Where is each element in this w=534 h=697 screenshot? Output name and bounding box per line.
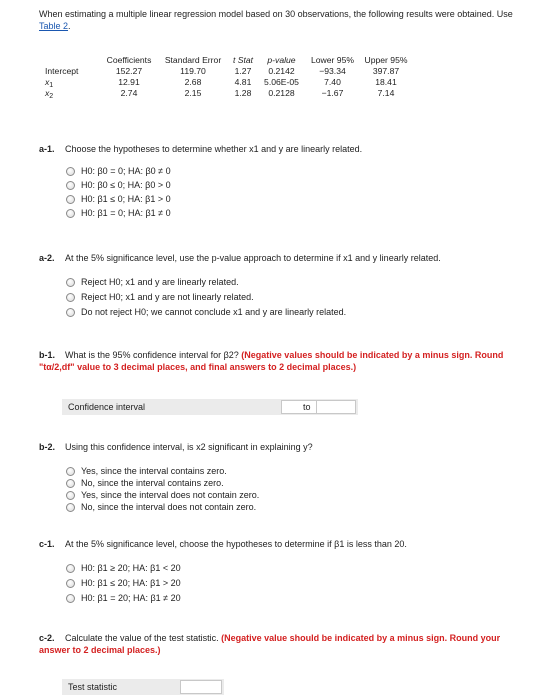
radio-button[interactable] <box>66 491 75 500</box>
question-text: Using this confidence interval, is x2 significant in explaining y? <box>65 442 313 452</box>
question-b2 <box>39 441 529 453</box>
table-cell: Intercept <box>45 66 79 76</box>
table-row <box>39 66 412 77</box>
radio-button[interactable] <box>66 308 75 317</box>
question-note: (Negative values should be indicated by a minus sign. Round "tα/2,df" value to 3 decimal places, and final answers to 2 decimal places.) <box>39 350 504 372</box>
table-header: Coefficients <box>106 55 152 65</box>
question-text: Calculate the value of the test statistic. <box>65 633 219 643</box>
ci-to-label: to <box>303 402 311 412</box>
option-label: H0: β1 ≥ 20; HA: β1 < 20 <box>81 563 181 573</box>
table-cell: 0.2142 <box>268 66 295 76</box>
table-cell: 119.70 <box>180 66 206 76</box>
table-cell: 1.28 <box>234 88 252 98</box>
table-cell: 397.87 <box>372 66 400 76</box>
a2-option-2[interactable] <box>66 291 254 303</box>
table-header: Lower 95% <box>311 55 354 65</box>
problem-intro <box>39 8 519 32</box>
b2-option-4[interactable] <box>66 501 256 513</box>
table-cell: 7.40 <box>324 77 341 87</box>
radio-button[interactable] <box>66 467 75 476</box>
radio-button[interactable] <box>66 564 75 573</box>
test-statistic-label: Test statistic <box>68 682 118 692</box>
table-cell: 18.41 <box>375 77 397 87</box>
table-header: Upper 95% <box>364 55 408 65</box>
table-cell: 4.81 <box>234 77 252 87</box>
a1-option-2[interactable] <box>66 179 171 191</box>
option-label: No, since the interval does not contain zero. <box>81 502 257 512</box>
radio-button[interactable] <box>66 293 75 302</box>
radio-button[interactable] <box>66 195 75 204</box>
option-label: Yes, since the interval contains zero. <box>81 466 227 476</box>
radio-button[interactable] <box>66 594 75 603</box>
question-number: b-2. <box>39 442 56 452</box>
table-2-link[interactable]: Table 2 <box>39 21 69 31</box>
option-label: Reject H0; x1 and y are not linearly related. <box>81 292 254 302</box>
option-label: H0: β0 ≤ 0; HA: β0 > 0 <box>81 180 171 190</box>
option-label: Do not reject H0; we cannot conclude x1 and y are linearly related. <box>81 307 347 317</box>
table-header: Standard Error <box>164 55 222 65</box>
table-cell: 2.68 <box>184 77 202 87</box>
question-number: c-2. <box>39 633 55 643</box>
question-note: (Negative value should be indicated by a minus sign. Round your answer to 2 decimal places.) <box>39 633 501 655</box>
radio-button[interactable] <box>66 167 75 176</box>
question-b1 <box>39 349 529 373</box>
b2-option-2[interactable] <box>66 477 224 489</box>
table-row <box>39 77 412 88</box>
table-header: t Stat <box>232 55 254 65</box>
question-c2 <box>39 632 529 656</box>
table-header <box>39 55 100 66</box>
question-a1 <box>39 143 529 155</box>
a2-option-1[interactable] <box>66 276 239 288</box>
a1-option-1[interactable] <box>66 165 171 177</box>
option-label: H0: β1 ≤ 0; HA: β1 > 0 <box>81 194 171 204</box>
confidence-interval-label: Confidence interval <box>68 402 146 412</box>
option-label: H0: β1 = 20; HA: β1 ≠ 20 <box>81 593 181 603</box>
question-number: b-1. <box>39 350 56 360</box>
a1-option-4[interactable] <box>66 207 171 219</box>
question-c1 <box>39 538 529 550</box>
table-cell: $x_2$ <box>45 88 54 100</box>
intro-text: When estimating a multiple linear regression model based on 30 observations, the following results were obtained. Use <box>39 9 513 19</box>
table-cell: 1.27 <box>234 66 252 76</box>
a2-option-3[interactable] <box>66 306 346 318</box>
table-cell: −93.34 <box>319 66 346 76</box>
radio-button[interactable] <box>66 278 75 287</box>
table-header-row <box>39 55 412 66</box>
b2-option-3[interactable] <box>66 489 259 501</box>
question-text: At the 5% significance level, choose the hypotheses to determine if β1 is less than 20. <box>65 539 407 549</box>
question-text: Choose the hypotheses to determine whether x1 and y are linearly related. <box>65 144 363 154</box>
radio-button[interactable] <box>66 209 75 218</box>
question-number: a-2. <box>39 253 55 263</box>
table-cell: 12.91 <box>118 77 140 87</box>
question-text: What is the 95% confidence interval for β2? <box>65 350 239 360</box>
table-cell: 7.14 <box>377 88 395 98</box>
option-label: H0: β0 = 0; HA: β0 ≠ 0 <box>81 166 171 176</box>
question-text: At the 5% significance level, use the p-value approach to determine if x1 and y linearly related. <box>65 253 441 263</box>
table-cell: $x_1$ <box>45 77 54 89</box>
option-label: H0: β1 = 0; HA: β1 ≠ 0 <box>81 208 171 218</box>
intro-end: . <box>68 21 71 31</box>
table-cell: 2.74 <box>120 88 138 98</box>
table-row <box>39 88 412 99</box>
regression-table <box>39 55 412 99</box>
radio-button[interactable] <box>66 181 75 190</box>
option-label: H0: β1 ≤ 20; HA: β1 > 20 <box>81 578 181 588</box>
b2-option-1[interactable] <box>66 465 227 477</box>
ci-upper-input[interactable] <box>316 400 356 414</box>
a1-option-3[interactable] <box>66 193 171 205</box>
option-label: No, since the interval contains zero. <box>81 478 224 488</box>
table-header: p-value <box>267 55 296 65</box>
question-number: c-1. <box>39 539 55 549</box>
c1-option-2[interactable] <box>66 577 181 589</box>
radio-button[interactable] <box>66 503 75 512</box>
table-cell: 0.2128 <box>268 88 295 98</box>
option-label: Reject H0; x1 and y are linearly related. <box>81 277 239 287</box>
table-cell: 152.27 <box>115 66 143 76</box>
table-cell: −1.67 <box>321 88 344 98</box>
radio-button[interactable] <box>66 479 75 488</box>
test-statistic-input[interactable] <box>180 680 222 694</box>
option-label: Yes, since the interval does not contain zero. <box>81 490 260 500</box>
question-a2 <box>39 252 529 264</box>
radio-button[interactable] <box>66 579 75 588</box>
table-cell: 2.15 <box>184 88 202 98</box>
table-cell: 5.06E-05 <box>264 77 299 87</box>
c1-option-3[interactable] <box>66 592 181 604</box>
question-number: a-1. <box>39 144 55 154</box>
c1-option-1[interactable] <box>66 562 181 574</box>
